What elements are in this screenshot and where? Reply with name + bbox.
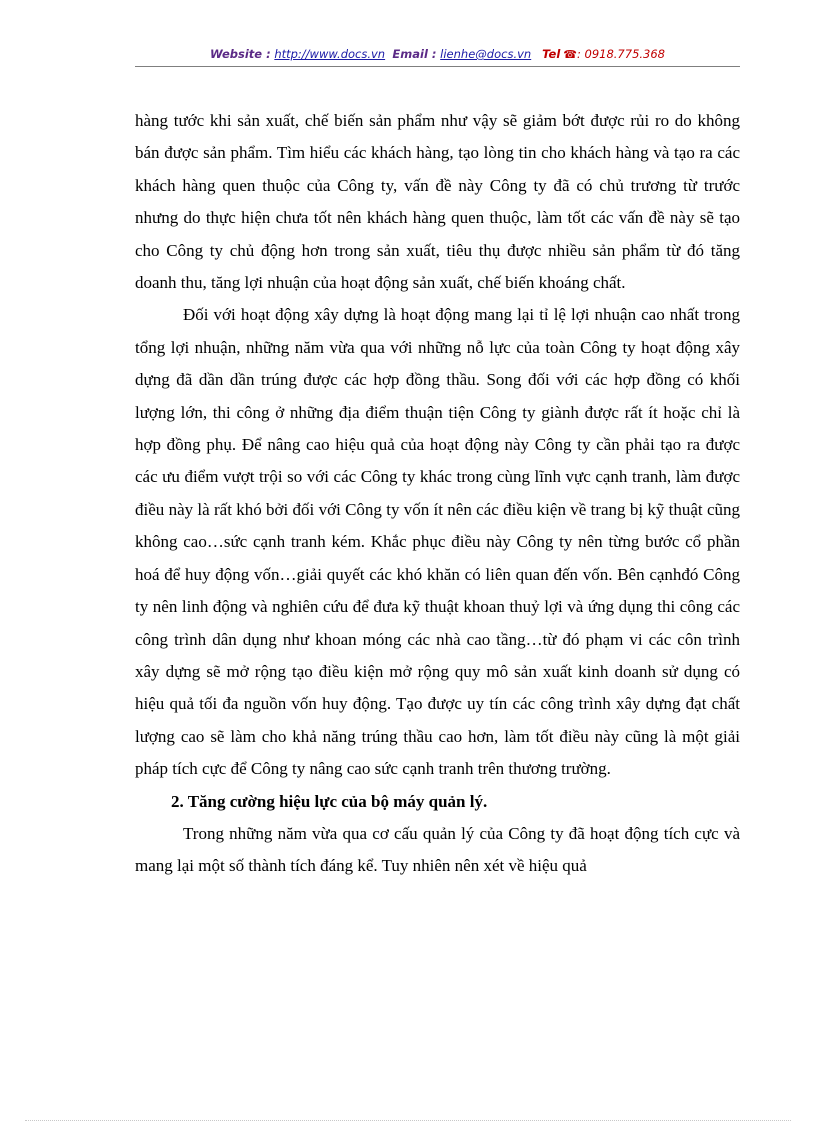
section-heading: 2. Tăng cường hiệu lực của bộ máy quản lý. xyxy=(171,791,488,811)
tel-label: Tel xyxy=(542,47,561,61)
website-link[interactable]: http://www.docs.vn xyxy=(274,47,386,61)
paragraph-2: Đối với hoạt động xây dựng là hoạt động mang lại tỉ lệ lợi nhuận cao nhất trong tổng lợi nhuận, những năm vừa qua với những nỗ lực của toàn Công ty hoạt động xây dựng đã dần dần trúng được các hợp đồng thầu. Song đối với các hợp đồng có khối lượng lớn, thi công ở những địa điểm thuận tiện Công ty giành được rất ít hoặc chỉ là hợp đồng phụ. Để nâng cao hiệu quả của hoạt động này Công ty cần phải tạo ra được các ưu điểm vượt trội so với các Công ty khác trong cùng lĩnh vực cạnh tranh, làm được điều này là rất khó bởi đối với Công ty vốn ít nên các điều kiện về trang bị kỹ thuật cũng không cao…sức cạnh tranh kém. Khắc phục điều này Công ty nên từng bước cổ phần hoá để huy động vốn…giải quyết các khó khăn có liên quan đến vốn. Bên cạnhđó Công ty nên linh động và nghiên cứu để đưa kỹ thuật khoan thuỷ lợi và ứng dụng thi công các công trình dân dụng như khoan móng các nhà cao tầng…từ đó phạm vi các côn trình xây dựng sẽ mở rộng tạo điều kiện mở rộng quy mô sản xuất kinh doanh sử dụng có hiệu quả tối đa nguồn vốn huy động. Tạo được uy tín các công trình xây dựng đạt chất lượng cao sẽ làm cho khả năng trúng thầu cao hơn, làm tốt điều này cũng là một giải pháp tích cực để Công ty nâng cao sức cạnh tranh trên thương trường. xyxy=(135,305,740,779)
paragraph-1: hàng tước khi sản xuất, chế biến sản phẩm như vậy sẽ giảm bớt được rủi ro do không bán được sản phẩm. Tìm hiểu các khách hàng, tạo lòng tin cho khách hàng và tạo ra các khách hàng quen thuộc của Công ty, vấn đề này Công ty đã có chủ trương từ trước nhưng do thực hiện chưa tốt nên khách hàng quen thuộc, làm tốt các vấn đề này sẽ tạo cho Công ty chủ động hơn trong sản xuất, tiêu thụ được nhiều sản phẩm từ đó tăng doanh thu, tăng lợi nhuận của hoạt động sản xuất, chế biến khoáng chất. xyxy=(135,111,740,293)
document-body xyxy=(135,105,740,883)
email-link[interactable]: lienhe@docs.vn xyxy=(440,47,532,61)
email-label: Email xyxy=(392,47,428,61)
paragraph-3: Trong những năm vừa qua cơ cấu quản lý của Công ty đã hoạt động tích cực và mang lại một số thành tích đáng kể. Tuy nhiên nên xét về hiệu quả xyxy=(135,823,740,876)
page-header xyxy=(135,47,740,61)
footer-dotted-line xyxy=(25,1120,791,1121)
email-separator: : xyxy=(427,47,437,61)
website-label: Website : xyxy=(210,47,271,61)
phone-icon: ☎ xyxy=(563,48,577,61)
header-rule xyxy=(135,66,740,67)
tel-value: : 0918.775.368 xyxy=(576,47,665,61)
